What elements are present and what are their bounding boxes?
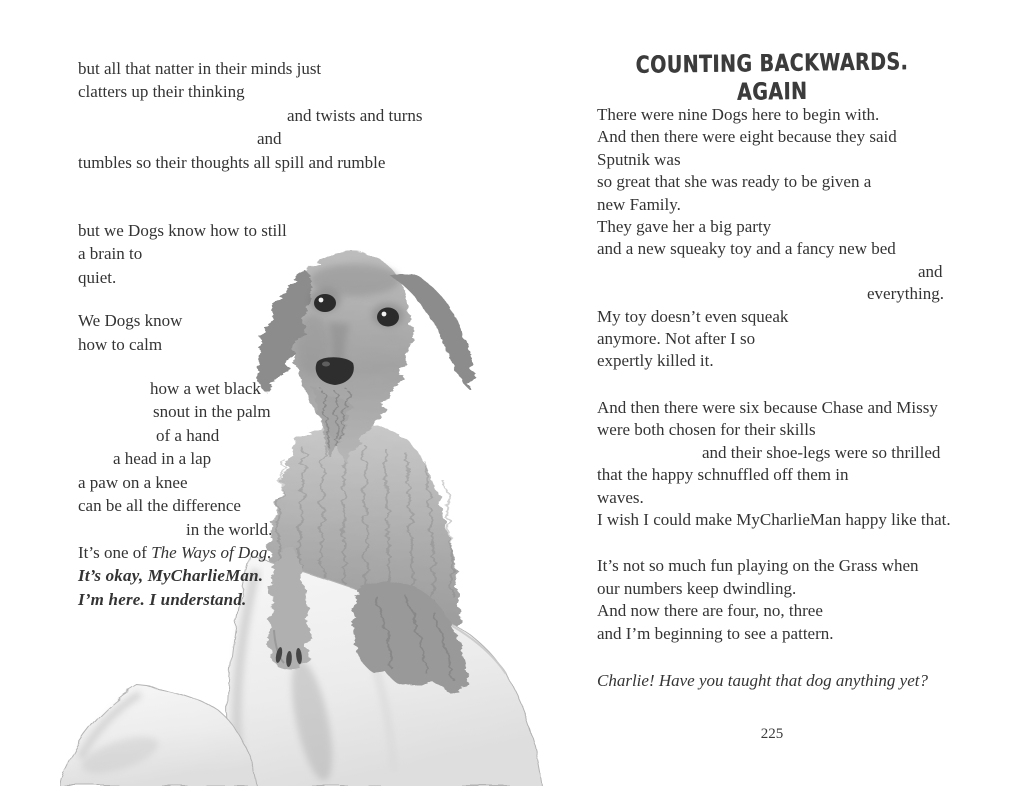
poem-line: And then there were six because Chase and Missy — [597, 397, 938, 417]
poem-line-bold: I’m here. I understand. — [78, 589, 247, 609]
poem-line: how a wet black — [150, 379, 261, 399]
page-number: 225 — [760, 726, 784, 742]
poem-line-bold: It’s okay, MyCharlieMan. — [78, 566, 264, 586]
poem-line: of a hand — [156, 425, 220, 445]
poem-line: anymore. Not after I so — [597, 329, 756, 349]
poem-line: but all that natter in their minds just — [78, 59, 322, 78]
chapter-heading: COUNTING BACKWARDS. AGAIN — [635, 46, 909, 106]
poem-line: everything. — [867, 284, 944, 304]
poem-line: a brain to — [78, 244, 143, 264]
poem-line: It’s not so much fun playing on the Grass when — [597, 556, 919, 576]
poem-line: a paw on a knee — [78, 472, 188, 492]
poem-line: We Dogs know — [78, 311, 183, 331]
poem-line: were both chosen for their skills — [597, 420, 816, 440]
poem-line: and — [918, 261, 943, 281]
poem-line-roman-part: It’s one of — [78, 542, 152, 562]
poem-line: and twists and turns — [287, 105, 423, 125]
poem-line: new Family. — [597, 194, 681, 214]
poem-line: and — [257, 129, 282, 149]
poem-line: And now there are four, no, three — [597, 601, 823, 621]
poem-line: My toy doesn’t even squeak — [597, 306, 789, 326]
poem-line: can be all the difference — [78, 496, 241, 516]
poem-line: a head in a lap — [113, 449, 212, 469]
poem-line: that the happy schnuffled off them in — [597, 465, 849, 485]
poem-line: I wish I could make MyCharlieMan happy like that. — [597, 509, 951, 529]
poem-line: expertly killed it. — [597, 351, 714, 371]
poem-line-italic: Charlie! Have you taught that dog anything yet? — [597, 670, 928, 690]
poem-line: in the world. — [186, 519, 273, 539]
poem-line: There were nine Dogs here to begin with. — [597, 105, 880, 124]
poem-line: Sputnik was — [597, 149, 681, 169]
right-poem-column — [597, 104, 972, 692]
poem-line: clatters up their thinking — [78, 82, 245, 102]
poem-line: and their shoe-legs were so thrilled — [702, 442, 941, 462]
poem-line-mixed — [78, 541, 508, 564]
poem-line: how to calm — [78, 334, 163, 354]
left-poem-column — [78, 57, 508, 611]
poem-line: They gave her a big party — [597, 217, 772, 237]
poem-line: our numbers keep dwindling. — [597, 578, 797, 598]
poem-line-italic-part: The Ways of Dog. — [151, 542, 272, 562]
poem-line: tumbles so their thoughts all spill and rumble — [78, 152, 386, 172]
poem-line: And then there were eight because they said — [597, 127, 897, 147]
poem-line: and a new squeaky toy and a fancy new bed — [597, 239, 896, 259]
poem-line: quiet. — [78, 267, 117, 287]
poem-line: snout in the palm — [153, 402, 271, 422]
poem-line: but we Dogs know how to still — [78, 221, 287, 241]
poem-line: and I’m beginning to see a pattern. — [597, 623, 834, 643]
poem-line: so great that she was ready to be given a — [597, 172, 872, 192]
poem-line: waves. — [597, 487, 644, 507]
